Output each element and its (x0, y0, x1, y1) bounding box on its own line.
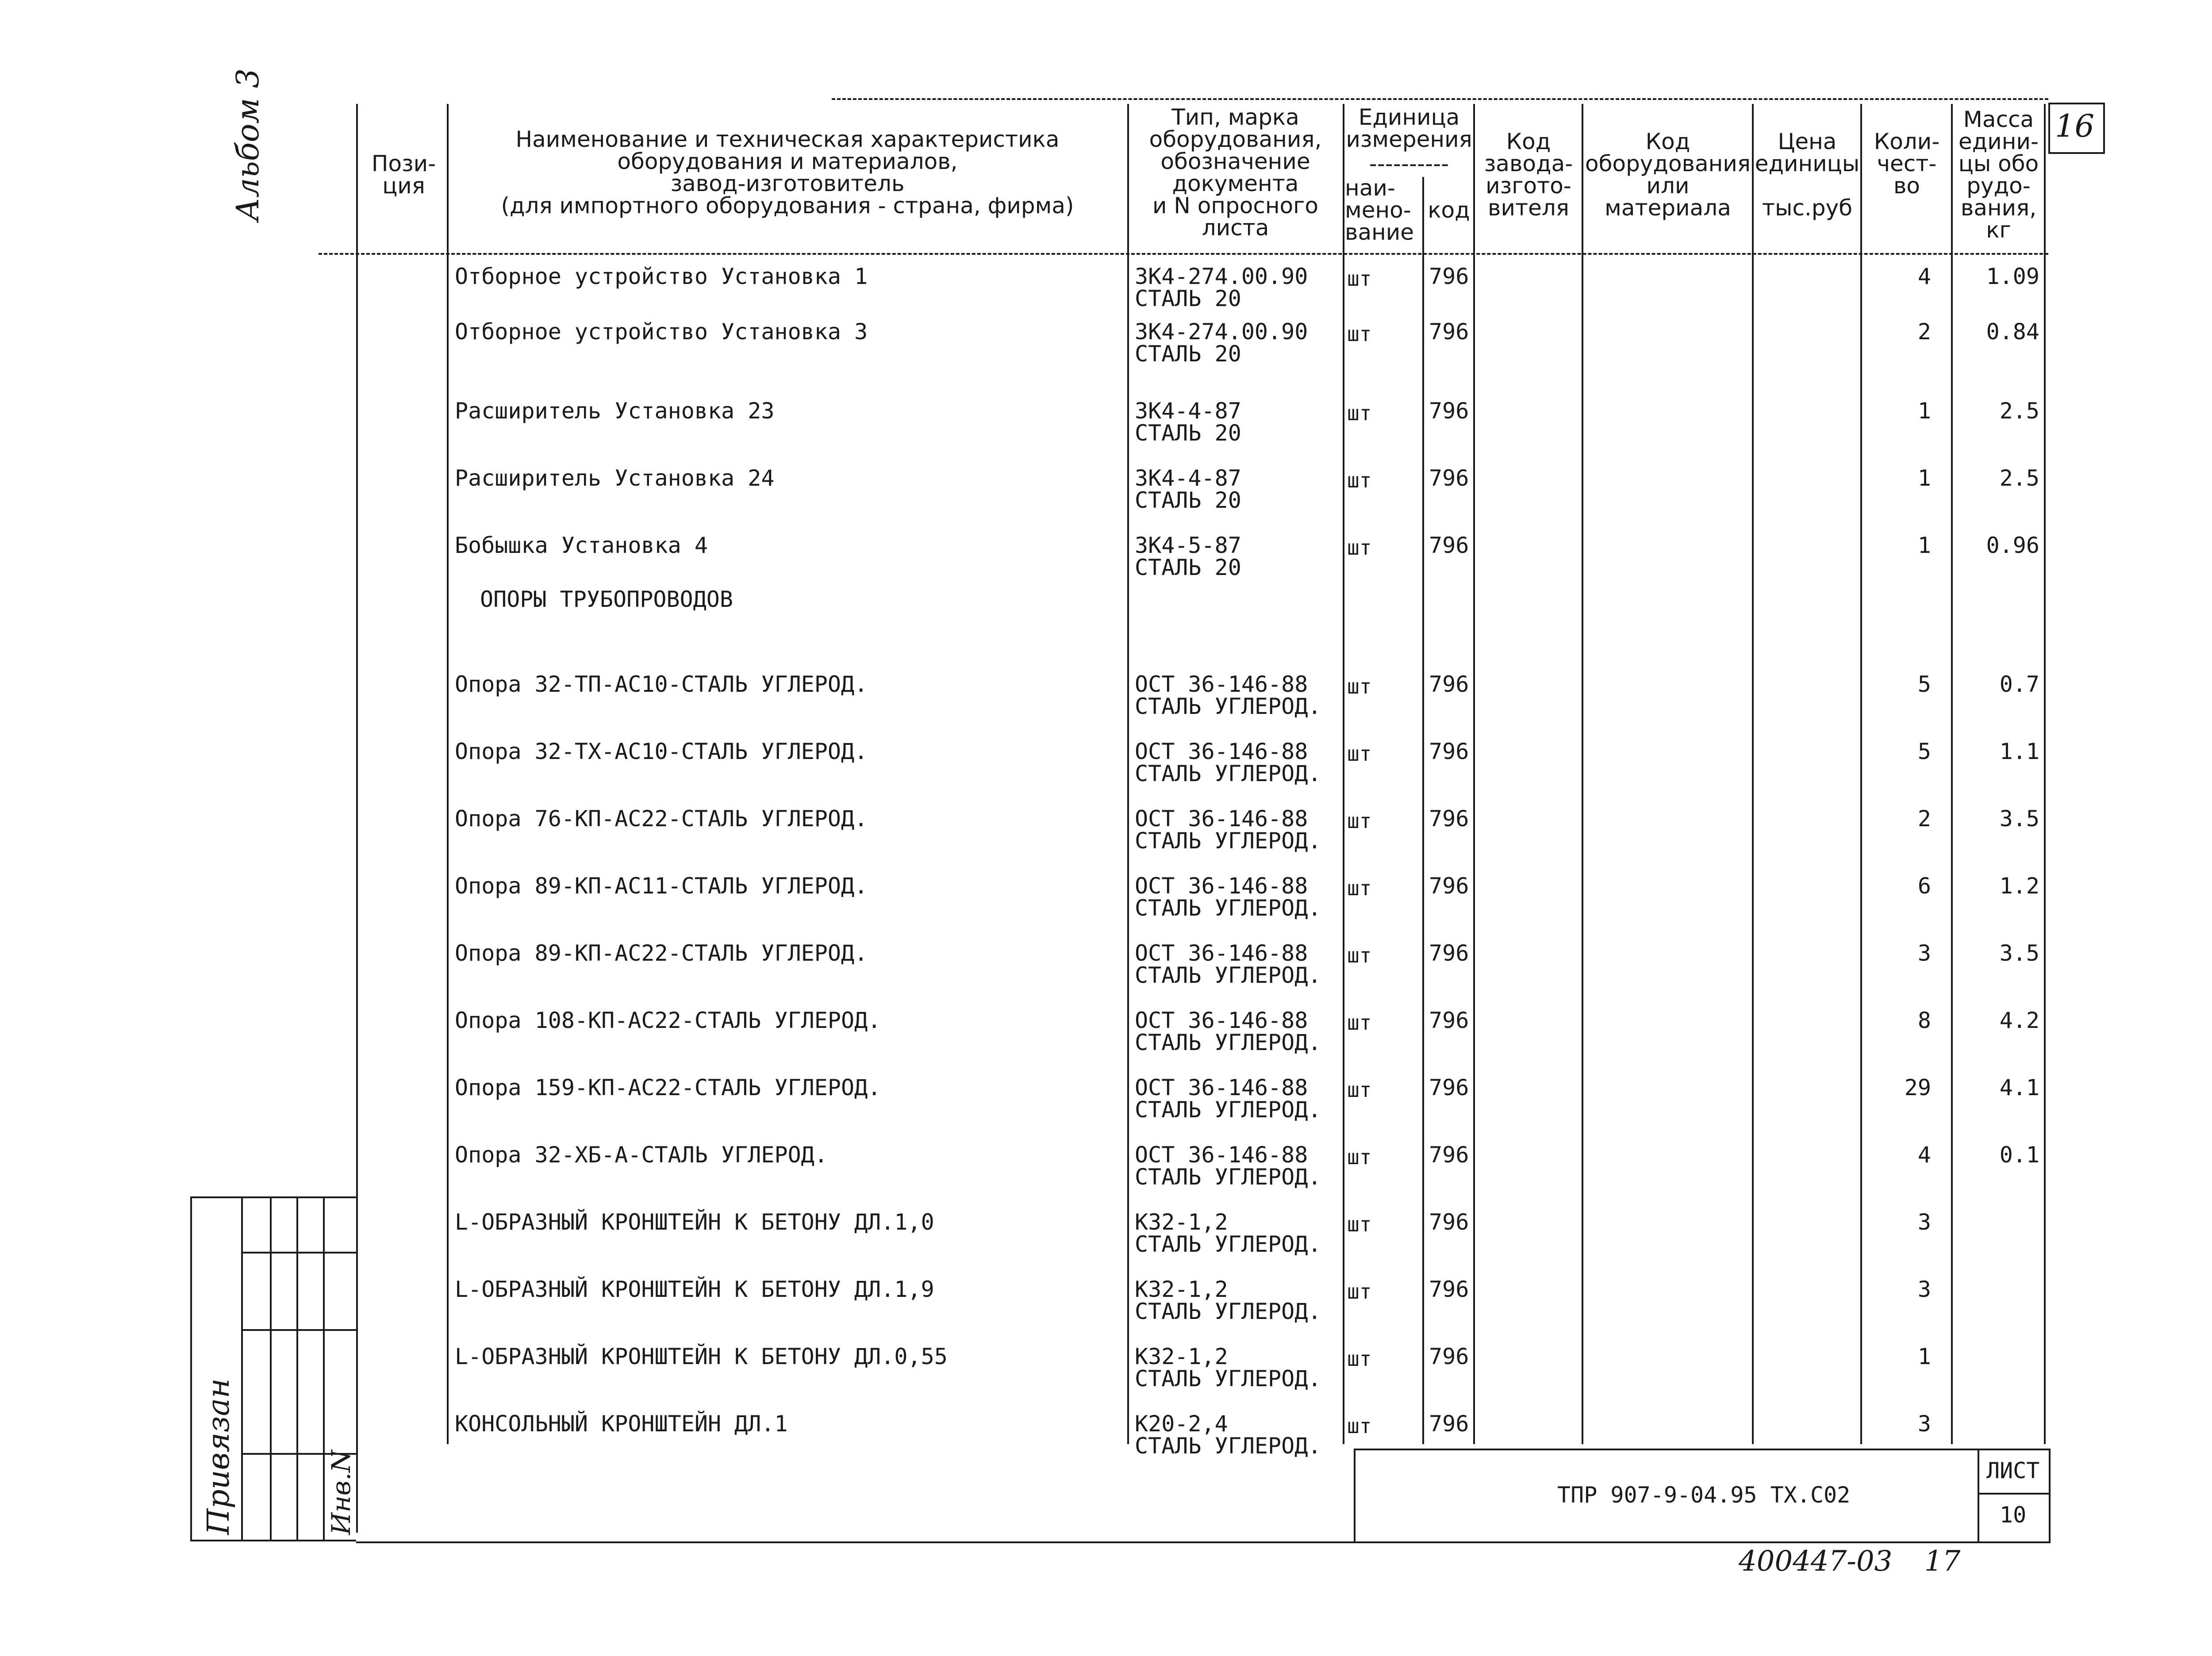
header-type-mark: Тип, марка оборудования, обозначение документа и N опросного листа (1149, 104, 1322, 241)
row-qty: 2 (1917, 319, 1931, 345)
row-qty: 1 (1917, 533, 1931, 558)
row-unit: шт (1347, 1280, 1372, 1303)
row-mass: 0.7 (1999, 671, 2039, 697)
stamp-col-4 (323, 1196, 325, 1541)
handwritten-number: 400447-03 (1739, 1545, 1893, 1578)
corner-sheet-mark: 16 (2055, 108, 2095, 144)
row-type: ЗК4-274.00.90 СТАЛЬ 20 (1135, 319, 1308, 367)
row-type: ЗК4-4-87 СТАЛЬ 20 (1135, 465, 1241, 513)
row-unit: шт (1347, 1347, 1372, 1371)
row-code: 796 (1429, 319, 1469, 345)
row-code: 796 (1429, 264, 1469, 289)
row-qty: 8 (1917, 1008, 1931, 1033)
sheet-label: ЛИСТ (1986, 1458, 2040, 1484)
row-type: ЗК4-5-87 СТАЛЬ 20 (1135, 533, 1241, 580)
row-mass: 1.09 (1986, 264, 2039, 289)
row-mass: 3.5 (1999, 806, 2039, 832)
row-code: 796 (1429, 1209, 1469, 1235)
row-name: Расширитель Установка 23 (455, 398, 775, 424)
stamp-inv-label: Инв.N (326, 1450, 356, 1535)
stamp-bound-label: Привязан (201, 1378, 236, 1535)
row-name: Опора 159-КП-АС22-СТАЛЬ УГЛЕРОД. (455, 1075, 881, 1100)
row-type: К32-1,2 СТАЛЬ УГЛЕРОД. (1135, 1209, 1321, 1257)
row-mass: 0.84 (1986, 319, 2039, 345)
row-qty: 1 (1917, 1344, 1931, 1369)
row-code: 796 (1429, 398, 1469, 424)
row-code: 796 (1429, 1008, 1469, 1033)
row-type: ОСТ 36-146-88 СТАЛЬ УГЛЕРОД. (1135, 940, 1321, 988)
col-line-mass (2044, 104, 2046, 1444)
row-qty: 5 (1917, 671, 1931, 697)
title-block-right (2049, 1449, 2051, 1541)
row-mass: 4.2 (1999, 1008, 2039, 1033)
stamp-col-2 (270, 1196, 272, 1541)
row-type: ОСТ 36-146-88 СТАЛЬ УГЛЕРОД. (1135, 1008, 1321, 1055)
row-qty: 6 (1917, 873, 1931, 899)
header-unit-dashes: ---------- (1369, 151, 1449, 176)
row-qty: 4 (1917, 264, 1931, 289)
row-qty: 1 (1917, 465, 1931, 491)
header-factory-code: Код завода- изгото- вителя (1484, 129, 1573, 221)
row-name: Опора 32-ТХ-АС10-СТАЛЬ УГЛЕРОД. (455, 739, 868, 764)
row-name: Опора 108-КП-АС22-СТАЛЬ УГЛЕРОД. (455, 1008, 881, 1033)
row-type: ОСТ 36-146-88 СТАЛЬ УГЛЕРОД. (1135, 1142, 1321, 1190)
row-name: Опора 32-ТП-АС10-СТАЛЬ УГЛЕРОД. (455, 671, 868, 697)
row-unit: шт (1347, 401, 1372, 425)
row-mass: 1.1 (1999, 739, 2039, 764)
row-code: 796 (1429, 1276, 1469, 1302)
row-qty: 5 (1917, 739, 1931, 764)
title-block-bottom (356, 1541, 2051, 1543)
col-line-equip (1752, 104, 1754, 1444)
header-position: Пози- ция (371, 151, 436, 199)
row-qty: 2 (1917, 806, 1931, 832)
row-type: К32-1,2 СТАЛЬ УГЛЕРОД. (1135, 1344, 1321, 1392)
row-mass: 2.5 (1999, 398, 2039, 424)
row-unit: шт (1347, 675, 1372, 698)
row-mass: 0.96 (1986, 533, 2039, 558)
header-quantity: Коли- чест- во (1874, 129, 1940, 199)
header-equip-code: Код оборудования или материала (1585, 129, 1751, 221)
row-unit: шт (1347, 468, 1372, 492)
row-type: ЗК4-274.00.90 СТАЛЬ 20 (1135, 264, 1308, 311)
stamp-col-1 (241, 1196, 243, 1541)
title-block-top (1354, 1449, 2051, 1450)
stamp-col-3 (296, 1196, 298, 1541)
row-type: ОСТ 36-146-88 СТАЛЬ УГЛЕРОД. (1135, 739, 1321, 786)
row-name: Расширитель Установка 24 (455, 465, 775, 491)
row-unit: шт (1347, 1011, 1372, 1035)
row-name: КОНСОЛЬНЫЙ КРОНШТЕЙН ДЛ.1 (455, 1411, 788, 1437)
row-code: 796 (1429, 1075, 1469, 1100)
row-qty: 1 (1917, 398, 1931, 424)
col-line-unit (1473, 104, 1475, 1444)
row-qty: 3 (1917, 940, 1931, 966)
row-code: 796 (1429, 806, 1469, 832)
row-mass: 0.1 (1999, 1142, 2039, 1168)
row-type: К20-2,4 СТАЛЬ УГЛЕРОД. (1135, 1411, 1321, 1459)
top-dashed-border (832, 98, 2048, 100)
title-block-sheet-divider (1978, 1449, 1979, 1541)
row-name: Опора 89-КП-АС11-СТАЛЬ УГЛЕРОД. (455, 873, 868, 899)
header-name: Наименование и техническая характеристика оборудования и материалов, завод-изготовитель (для импортного оборудования - страна, фирма) (501, 126, 1074, 218)
col-line-name (1127, 104, 1129, 1444)
row-name: Опора 76-КП-АС22-СТАЛЬ УГЛЕРОД. (455, 806, 868, 832)
row-qty: 4 (1917, 1142, 1931, 1168)
document-code: ТПР 907-9-04.95 ТХ.С02 (1557, 1482, 1851, 1508)
row-mass: 3.5 (1999, 940, 2039, 966)
row-type: ОСТ 36-146-88 СТАЛЬ УГЛЕРОД. (1135, 671, 1321, 719)
row-unit: шт (1347, 267, 1372, 291)
row-unit: шт (1347, 943, 1372, 967)
row-code: 796 (1429, 1142, 1469, 1168)
row-unit: шт (1347, 536, 1372, 560)
header-unit-group: Единица измерения (1346, 104, 1472, 152)
section-title: ОПОРЫ ТРУБОПРОВОДОВ (480, 586, 733, 612)
row-qty: 3 (1917, 1209, 1931, 1235)
row-type: ОСТ 36-146-88 СТАЛЬ УГЛЕРОД. (1135, 873, 1321, 921)
row-qty: 3 (1917, 1411, 1931, 1437)
col-line-price (1860, 104, 1862, 1444)
handwritten-page: 17 (1924, 1545, 1961, 1578)
row-code: 796 (1429, 1411, 1469, 1437)
stamp-row-1 (241, 1252, 356, 1254)
col-line-factory (1582, 104, 1583, 1444)
header-bottom-dashed-line (319, 253, 2048, 255)
row-name: Опора 32-ХБ-А-СТАЛЬ УГЛЕРОД. (455, 1142, 828, 1168)
row-code: 796 (1429, 940, 1469, 966)
row-code: 796 (1429, 873, 1469, 899)
row-unit: шт (1347, 322, 1372, 346)
row-mass: 2.5 (1999, 465, 2039, 491)
album-label: Альбом 3 (230, 68, 266, 221)
row-qty: 29 (1904, 1075, 1931, 1100)
row-name: L-ОБРАЗНЫЙ КРОНШТЕЙН К БЕТОНУ ДЛ.1,0 (455, 1209, 934, 1235)
row-unit: шт (1347, 1212, 1372, 1236)
sheet-number: 10 (2000, 1502, 2027, 1528)
row-name: Опора 89-КП-АС22-СТАЛЬ УГЛЕРОД. (455, 940, 868, 966)
header-unit-code: код (1428, 197, 1470, 223)
col-line-position (447, 104, 449, 1444)
row-code: 796 (1429, 465, 1469, 491)
title-block-left (1354, 1449, 1356, 1541)
row-name: Бобышка Установка 4 (455, 533, 708, 558)
row-type: ОСТ 36-146-88 СТАЛЬ УГЛЕРОД. (1135, 806, 1321, 854)
row-mass: 4.1 (1999, 1075, 2039, 1100)
row-type: ОСТ 36-146-88 СТАЛЬ УГЛЕРОД. (1135, 1075, 1321, 1123)
header-mass: Масса едини- цы обо рудо- вания, кг (1958, 107, 2039, 243)
row-code: 796 (1429, 671, 1469, 697)
row-name: Отборное устройство Установка 3 (455, 319, 868, 345)
row-unit: шт (1347, 1078, 1372, 1102)
stamp-row-2 (241, 1329, 356, 1331)
row-type: К32-1,2 СТАЛЬ УГЛЕРОД. (1135, 1276, 1321, 1324)
row-name: L-ОБРАЗНЫЙ КРОНШТЕЙН К БЕТОНУ ДЛ.1,9 (455, 1276, 934, 1302)
row-unit: шт (1347, 742, 1372, 766)
row-type: ЗК4-4-87 СТАЛЬ 20 (1135, 398, 1241, 446)
title-block-sheet-line (1978, 1493, 2051, 1495)
row-mass: 1.2 (1999, 873, 2039, 899)
row-unit: шт (1347, 809, 1372, 833)
row-code: 796 (1429, 739, 1469, 764)
row-code: 796 (1429, 533, 1469, 558)
col-line-type (1343, 104, 1344, 1444)
row-unit: шт (1347, 1145, 1372, 1169)
row-unit: шт (1347, 876, 1372, 900)
frame-left-line (356, 104, 358, 1533)
header-unit-name: наи- мено- вание (1345, 175, 1414, 245)
row-unit: шт (1347, 1414, 1372, 1438)
row-qty: 3 (1917, 1276, 1931, 1302)
row-code: 796 (1429, 1344, 1469, 1369)
row-name: L-ОБРАЗНЫЙ КРОНШТЕЙН К БЕТОНУ ДЛ.0,55 (455, 1344, 948, 1369)
row-name: Отборное устройство Установка 1 (455, 264, 868, 289)
col-line-qty (1951, 104, 1953, 1444)
header-price: Цена единицы тыс.руб (1755, 129, 1860, 221)
col-line-unit-code (1422, 177, 1424, 1444)
